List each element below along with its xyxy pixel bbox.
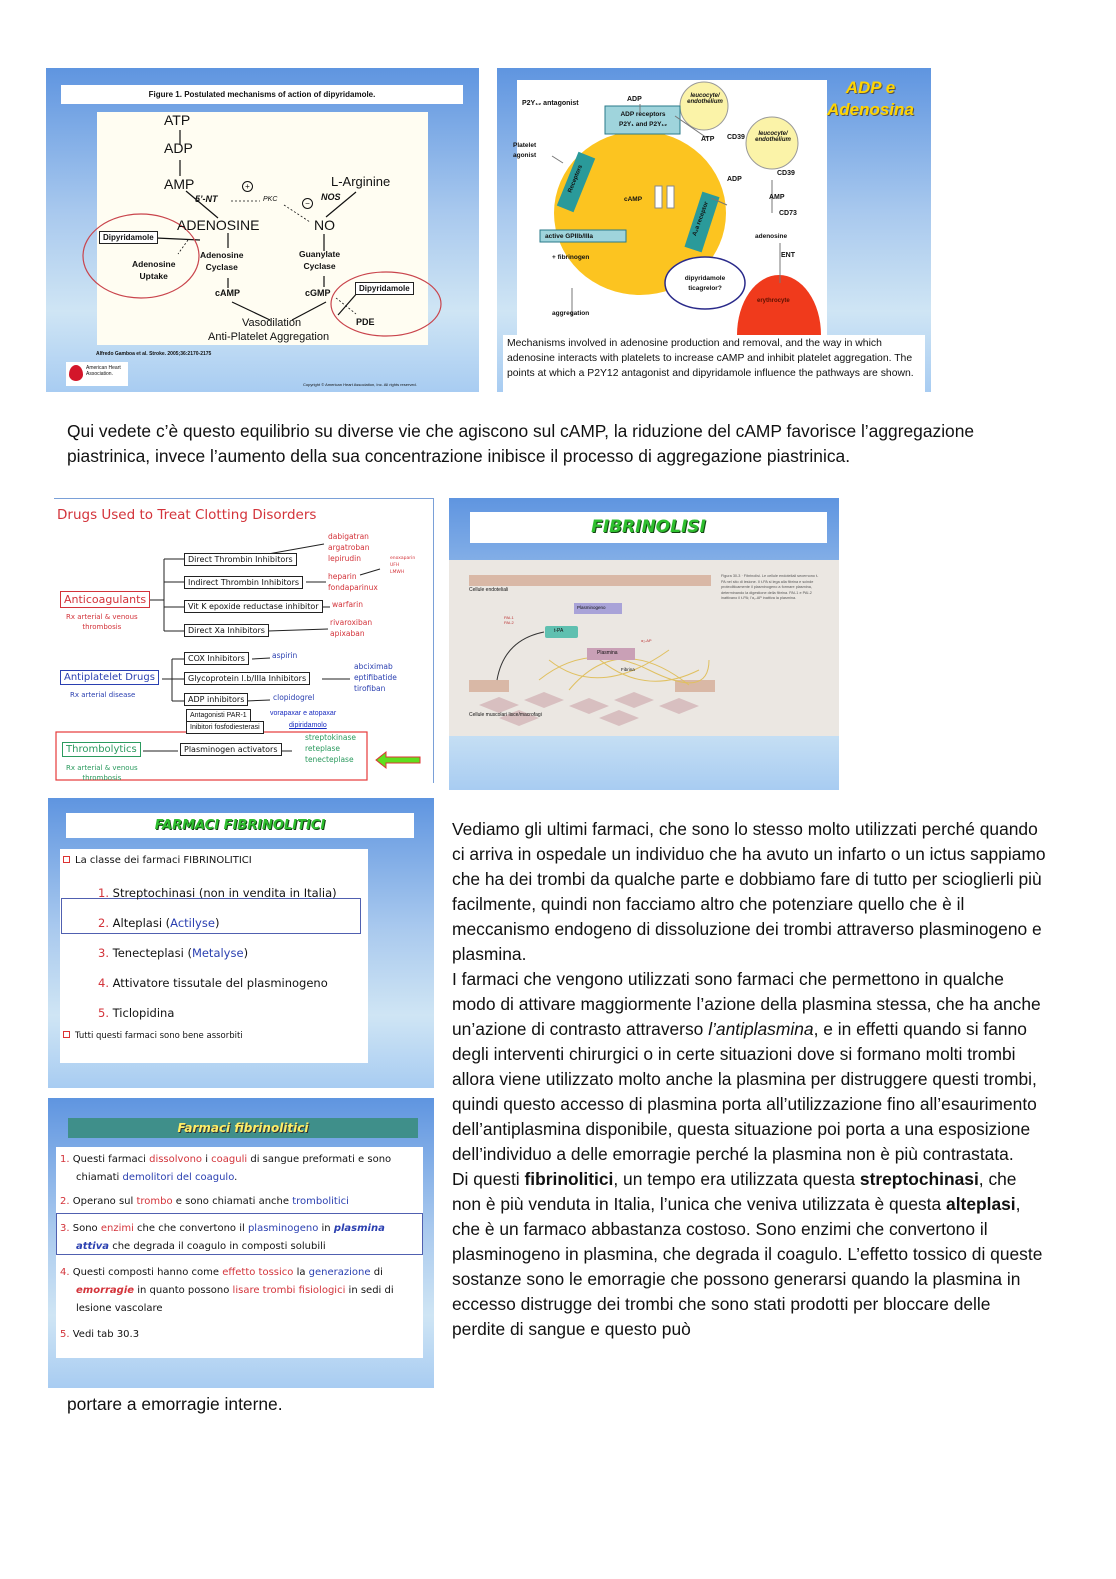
node-no: NO bbox=[314, 217, 335, 233]
list-item bbox=[98, 943, 248, 964]
slide-farmaci-fibrinolitici-info bbox=[48, 1098, 434, 1388]
pai-label: PAI-1 PAI-2 bbox=[504, 615, 514, 625]
list-item-0-seg-3: i bbox=[202, 1154, 212, 1165]
paragraph-2-seg-5: alteplasi bbox=[946, 1194, 1016, 1214]
list-item-3-seg-8: lisare trombi fisiologici bbox=[232, 1285, 346, 1296]
list-item-3-seg-9: in sedi di lesione vascolare bbox=[76, 1285, 394, 1314]
slide3-title: Drugs Used to Treat Clotting Disorders bbox=[57, 507, 317, 523]
pde-inhibitors-box: Inibitori fosfodiesterasi bbox=[186, 721, 264, 734]
cd39-label-2: CD39 bbox=[777, 170, 795, 177]
list-item-4-seg-1: Ticlopidina bbox=[108, 1006, 175, 1020]
list-item-3-seg-1: Attivatore tissutale del plasminogeno bbox=[108, 976, 328, 990]
drug: argatroban bbox=[328, 543, 370, 552]
paragraph-1-seg-0: I farmaci che vengono utilizzati sono farmaci che permettono in qualche modo di attivare maggiormente l’azione della plasmina stessa, che ha anche un’azione di contrasto attraverso bbox=[452, 969, 1041, 1039]
list-item-0-seg-4: coaguli bbox=[211, 1154, 248, 1165]
label: Platelet bbox=[513, 142, 537, 149]
body-text bbox=[452, 817, 1047, 1342]
slide-farmaci-fibrinolitici-list bbox=[48, 798, 434, 1088]
fibrinolysis-figure bbox=[449, 560, 839, 736]
drug: apixaban bbox=[330, 629, 365, 638]
vitk-box: Vit K epoxide reductase inhibitor bbox=[184, 600, 323, 613]
label: enoxaparin bbox=[390, 556, 416, 561]
antiplatelet-rx: Rx arterial disease bbox=[70, 691, 136, 699]
list-item-1-seg-2: trombo bbox=[136, 1196, 173, 1207]
node-amp: AMP bbox=[164, 176, 195, 192]
label: ticagrelor? bbox=[688, 285, 722, 292]
label: Cyclase bbox=[303, 261, 336, 271]
list-item-2-seg-0: 3. bbox=[98, 946, 109, 960]
figure-caption: Figura 30-3 · Fibrinolisi. Le cellule endoteliali secernono t-PA nel sito di lesione. Il t-PA si lega alla fibrina e scinde proteoliticamente il plasminogeno a formare plasmina, determinando la digestione della fibrina. PAI-1 e PAI-2 inattivano il t-PA; l'α₂-AP inattiva la plasmina. bbox=[721, 574, 819, 600]
list-panel bbox=[60, 849, 368, 1063]
dti-drugs bbox=[328, 531, 369, 564]
platelet-agonist bbox=[513, 141, 536, 161]
drug: abciximab bbox=[354, 662, 393, 671]
drug: lepirudin bbox=[328, 554, 361, 563]
label: Adenosine bbox=[200, 250, 244, 260]
paragraph-0-seg-0: Vediamo gli ultimi farmaci, che sono lo stesso molto utilizzati perché quando ci arriva in ospedale un individuo che ha avuto un infarto o un ictus sappiamo che ha dei trombi da qualche parte e dobbiamo fare di tutto per scioglierli più facilmente, quindi non facciamo altro che potenziare quello che è il meccanismo endogeno di dissoluzione dei trombi attraverso plasminogeno e plasmina. bbox=[452, 819, 1046, 964]
slide4-title: FIBRINOLISI bbox=[470, 512, 827, 543]
node-pkc: PKC bbox=[263, 196, 278, 203]
paragraph bbox=[452, 1167, 1047, 1342]
list-item-0-seg-0: 1. bbox=[98, 886, 109, 900]
slide-dipyridamole-mechanisms bbox=[46, 68, 479, 392]
copyright: Copyright © American Heart Association, Inc. All rights reserved. bbox=[303, 382, 417, 387]
cd73-label: CD73 bbox=[779, 210, 797, 217]
cd39-label-1: CD39 bbox=[727, 134, 745, 141]
node-atp: ATP bbox=[164, 112, 191, 128]
xa-drugs bbox=[330, 617, 372, 639]
drug: tirofiban bbox=[354, 684, 386, 693]
slide2-title bbox=[827, 77, 914, 121]
node-adenosine: ADENOSINE bbox=[177, 217, 260, 233]
drug: fondaparinux bbox=[328, 583, 378, 592]
adp-inhibitors-box: ADP inhibitors bbox=[184, 693, 248, 706]
paragraph-2-seg-6: , che è un farmaco abbastanza costoso. Sono enzimi che convertono il plasminogeno in plasmina, che degrada il coagulo. L’effetto tossico di queste sostanze sono le emorragie che possono generarsi quando la plasmina in eccesso distrugge dei trombi che sono stati prodotti per bloccare delle perdite di sangue e questo può bbox=[452, 1194, 1043, 1339]
receptors-label: Receptors bbox=[567, 164, 584, 194]
minus-icon: − bbox=[302, 198, 313, 209]
heparin-types bbox=[390, 555, 415, 576]
node-cgmp: cGMP bbox=[305, 288, 331, 298]
list-item bbox=[60, 1220, 420, 1256]
a2a-receptor-label: A₂a receptor bbox=[692, 201, 710, 237]
paragraph-2-seg-2: , un tempo era utilizzata questa bbox=[613, 1169, 860, 1189]
aha-logo bbox=[66, 362, 128, 386]
list-item-2-seg-1: Sono bbox=[69, 1223, 101, 1234]
list-item-2-seg-6: plasmina attiva bbox=[76, 1223, 385, 1252]
drug: eptifibatide bbox=[354, 673, 397, 682]
fibrin-label: Fibrina bbox=[621, 667, 635, 672]
list-item-2-seg-1: Tenecteplasi ( bbox=[108, 946, 192, 960]
label: La classe dei farmaci FIBRINOLITICI bbox=[75, 855, 252, 866]
list-item bbox=[60, 1151, 420, 1187]
paragraph-1-seg-2: , e in effetti quando si fanno degli interventi chirurgici o in certe situazioni dove si formano molti trombi allora viene utilizzato molto anche la plasmina per distruggere questi trombi, quindi questo accesso di plasmina porta all’utilizzazione fino all’esaurimento dell’antiplasmina disponibile, questa situazione poi porta a una esposizione dell’individuo a delle emorragie perché la plasmina non è più contrastata. bbox=[452, 1019, 1037, 1164]
checkbox-bullet-icon bbox=[63, 1031, 70, 1038]
slide5-title: FARMACI FIBRINOLITICI bbox=[66, 813, 414, 838]
diagram-arrows bbox=[46, 68, 479, 392]
list-item-1-seg-2: Actilyse bbox=[170, 916, 215, 930]
aggregation-label: aggregation bbox=[552, 310, 590, 317]
node-adenosine-cyclase bbox=[200, 249, 243, 273]
a2ap-label: α₂-AP bbox=[641, 638, 652, 643]
label: dipyridamole bbox=[684, 275, 726, 282]
list-item-2-seg-2: enzimi bbox=[100, 1223, 134, 1234]
list-item-4-seg-1: Vedi tab 30.3 bbox=[69, 1329, 140, 1340]
anticoagulants-rx bbox=[66, 612, 138, 632]
iti-drugs bbox=[328, 571, 378, 593]
label: Rx arterial & venous bbox=[66, 613, 138, 621]
drug: rivaroxiban bbox=[330, 618, 373, 627]
list-item bbox=[98, 913, 219, 934]
adp-receptors-box bbox=[607, 110, 679, 130]
plasminogen-activators-box: Plasminogen activators bbox=[180, 743, 282, 756]
fibrinogen-label: + fibrinogen bbox=[552, 254, 590, 261]
list-item-2-seg-7: che degrada il coagulo in composti solubili bbox=[109, 1241, 326, 1252]
slide6-title: Farmaci fibrinolitici bbox=[68, 1118, 418, 1138]
drug: streptokinase bbox=[305, 733, 356, 742]
dipyridamole-box-2: Dipyridamole bbox=[355, 282, 414, 295]
list-item-1-seg-3: ) bbox=[214, 916, 220, 930]
list-item-3-seg-3: la bbox=[293, 1267, 309, 1278]
node-nos: NOS bbox=[321, 192, 341, 202]
drug: heparin bbox=[328, 572, 357, 581]
list-item-0-seg-1: Streptochinasi (non in vendita in Italia) bbox=[108, 886, 337, 900]
list-item bbox=[60, 1326, 420, 1344]
drug: tenecteplase bbox=[305, 755, 354, 764]
gp-drugs bbox=[354, 661, 397, 694]
list-item-2-seg-5: in bbox=[318, 1223, 334, 1234]
plus-icon: + bbox=[242, 181, 253, 192]
list-item-3-seg-0: 4. bbox=[60, 1267, 70, 1278]
dipyridamole-ticagrelor bbox=[669, 274, 741, 294]
intro-paragraph: Qui vedete c’è questo equilibrio su diverse vie che agiscono sul cAMP, la riduzione del cAMP favorisce l’aggregazione piastrinica, invece l’aumento della sua concentrazione inibisce il processo di aggregazione piastrinica. bbox=[67, 421, 975, 466]
slide1-title: Figure 1. Postulated mechanisms of action of dipyridamole. bbox=[61, 85, 463, 104]
list-item-2-seg-3: ) bbox=[243, 946, 249, 960]
list-item-2-seg-3: che che convertono il bbox=[133, 1223, 248, 1234]
par1-drugs: vorapaxar e atopaxar bbox=[270, 710, 337, 717]
paragraph-2-seg-0: Di questi bbox=[452, 1169, 525, 1189]
list-item bbox=[60, 1193, 420, 1211]
list-item-3-seg-4: generazione bbox=[308, 1267, 371, 1278]
label: Adenosine bbox=[132, 259, 176, 269]
citation: Alfredo Gamboa et al. Stroke. 2005;36:2170-2175 bbox=[96, 351, 212, 357]
info-panel bbox=[56, 1147, 423, 1358]
list-header bbox=[63, 855, 252, 866]
adp-label: ADP bbox=[627, 96, 642, 103]
endothelial-label: Cellule endoteliali bbox=[469, 587, 509, 593]
adenosine-label: adenosine bbox=[755, 233, 788, 240]
list-item-2-seg-0: 3. bbox=[60, 1223, 70, 1234]
slide-fibrinolisi bbox=[449, 498, 839, 790]
adp-label-2: ADP bbox=[727, 176, 742, 183]
label: P2Y₁ and P2Y₁₂ bbox=[618, 121, 667, 128]
list-item-1-seg-4: trombolitici bbox=[292, 1196, 349, 1207]
list-item-0-seg-6: demolitori del coagulo bbox=[122, 1172, 235, 1183]
thrombolytics-box: Thrombolytics bbox=[62, 742, 141, 757]
label: Uptake bbox=[139, 271, 168, 281]
node-guanylate-cyclase bbox=[299, 248, 340, 272]
tpa-label: t-PA bbox=[554, 628, 564, 634]
node-adp: ADP bbox=[164, 140, 193, 156]
ent-label: ENT bbox=[781, 252, 795, 259]
slide-adp-adenosina bbox=[497, 68, 931, 392]
node-adenosine-uptake bbox=[132, 258, 175, 282]
camp-label: cAMP bbox=[624, 196, 643, 203]
label: Cyclase bbox=[205, 262, 238, 272]
indirect-thrombin-box: Indirect Thrombin Inhibitors bbox=[184, 576, 303, 589]
list-item-0-seg-5: di sangue preformati e sono chiamati bbox=[76, 1154, 392, 1183]
label: Rx arterial & venous bbox=[66, 764, 138, 772]
anticoagulants-box: Anticoagulants bbox=[60, 591, 150, 608]
list-item-1-seg-0: 2. bbox=[98, 916, 109, 930]
label: agonist bbox=[513, 152, 537, 159]
dipyridamole-box-1: Dipyridamole bbox=[99, 231, 158, 244]
label: Tutti questi farmaci sono bene assorbiti bbox=[75, 1031, 243, 1041]
list-item-3-seg-1: Questi composti hanno come bbox=[69, 1267, 223, 1278]
paragraph-2-seg-3: streptochinasi bbox=[859, 1169, 979, 1189]
logo-text: American Heart Association. bbox=[86, 365, 121, 377]
node-l-arginine: L-Arginine bbox=[331, 174, 391, 189]
list-item bbox=[98, 883, 337, 904]
list-item-3-seg-2: effetto tossico bbox=[222, 1267, 294, 1278]
body-text-tail: portare a emorragie interne. bbox=[67, 1394, 283, 1414]
atp-label: ATP bbox=[701, 136, 715, 143]
cox-box: COX Inhibitors bbox=[184, 652, 249, 665]
dipiridamolo: dipiridamolo bbox=[289, 722, 327, 729]
list-item-3-seg-5: di bbox=[370, 1267, 383, 1278]
label: UFH bbox=[390, 563, 400, 568]
aspirin: aspirin bbox=[272, 651, 298, 660]
node-camp: cAMP bbox=[215, 288, 241, 298]
direct-thrombin-box: Direct Thrombin Inhibitors bbox=[184, 553, 297, 566]
title-line: Adenosina bbox=[827, 100, 914, 119]
leucocyte-endothelium-2: leucocyte/ endothelium bbox=[755, 131, 791, 143]
list-item-1-seg-1: Alteplasi ( bbox=[108, 916, 171, 930]
drug: dabigatran bbox=[328, 532, 369, 541]
node-5nt: 5’-NT bbox=[195, 194, 218, 204]
list-item-0-seg-2: dissolvono bbox=[149, 1154, 203, 1165]
heart-torch-icon bbox=[69, 365, 83, 381]
list-item bbox=[98, 973, 328, 994]
title-line: ADP e bbox=[845, 78, 896, 97]
paragraph bbox=[452, 817, 1047, 967]
par1-box: Antagonisti PAR-1 bbox=[186, 709, 251, 722]
glycoprotein-box: Glycoprotein I.b/IIIa Inhibitors bbox=[184, 672, 310, 685]
label: Guanylate bbox=[299, 249, 341, 259]
thrombolytics-rx bbox=[66, 763, 138, 783]
list-item-0-seg-7: . bbox=[234, 1172, 238, 1183]
label: thrombosis bbox=[82, 623, 122, 631]
slide-clotting-drugs bbox=[54, 498, 434, 783]
muscle-label: Cellule muscolari lisce/macrofagi bbox=[469, 712, 542, 718]
list-item-2-seg-4: plasminogeno bbox=[247, 1223, 319, 1234]
node-pde: PDE bbox=[356, 317, 375, 327]
leucocyte-endothelium-1: leucocyte/ endothelium bbox=[687, 93, 723, 105]
clopidogrel: clopidogrel bbox=[273, 693, 315, 702]
label: thrombosis bbox=[82, 774, 122, 782]
label: LMWH bbox=[390, 570, 405, 575]
paragraph-2-seg-4: , che non è più venduta in Italia, l’unica che veniva utilizzata è questa bbox=[452, 1169, 1017, 1214]
amp-label: AMP bbox=[769, 194, 785, 201]
list-item-2-seg-2: Metalyse bbox=[191, 946, 244, 960]
drug: reteplase bbox=[305, 744, 341, 753]
node-vasodilation: Vasodilation bbox=[242, 317, 302, 329]
paragraph-1-seg-1: l’antiplasmina bbox=[708, 1019, 814, 1039]
list-item-1-seg-0: 2. bbox=[60, 1196, 70, 1207]
list-item-3-seg-6: emorragie bbox=[76, 1285, 135, 1296]
tree-lines bbox=[54, 499, 434, 783]
list-item-3-seg-7: in quanto possono bbox=[134, 1285, 233, 1296]
list-item-1-seg-1: Operano sul bbox=[69, 1196, 137, 1207]
list-footer bbox=[63, 1031, 243, 1041]
plasmin-label: Plasmina bbox=[597, 650, 618, 656]
erythrocyte-label: erythrocyte bbox=[757, 298, 790, 304]
paragraph bbox=[452, 967, 1047, 1167]
list-item-0-seg-0: 1. bbox=[60, 1154, 70, 1165]
pa-drugs bbox=[305, 732, 356, 765]
list-item bbox=[98, 1003, 174, 1024]
warfarin: warfarin bbox=[332, 600, 363, 609]
node-anti-platelet: Anti-Platelet Aggregation bbox=[208, 331, 330, 343]
list-item-4-seg-0: 5. bbox=[98, 1006, 109, 1020]
antiplatelet-box: Antiplatelet Drugs bbox=[60, 670, 159, 685]
p2y12-antagonist: P2Y₁₂ antagonist bbox=[522, 100, 579, 107]
list-item-0-seg-1: Questi farmaci bbox=[69, 1154, 150, 1165]
list-item-3-seg-0: 4. bbox=[98, 976, 109, 990]
list-item-4-seg-0: 5. bbox=[60, 1329, 70, 1340]
direct-xa-box: Direct Xa Inhibitors bbox=[184, 624, 269, 637]
plasminogen-label: Plasminogeno bbox=[577, 605, 606, 610]
active-gp-box: active GPIIb/IIIa bbox=[545, 233, 594, 240]
paragraph-2-seg-1: fibrinolitici bbox=[524, 1169, 614, 1189]
checkbox-bullet-icon bbox=[63, 856, 70, 863]
label: ADP receptors bbox=[620, 111, 666, 118]
figure-caption: Mechanisms involved in adenosine production and removal, and the way in which adenosine interacts with platelets to increase cAMP and inhibit platelet aggregation. The points at which a P2Y12 antagonist and dipyridamole influence the pathways are shown. bbox=[503, 335, 925, 392]
list-item-1-seg-3: e sono chiamati anche bbox=[172, 1196, 293, 1207]
list-item bbox=[60, 1264, 420, 1318]
